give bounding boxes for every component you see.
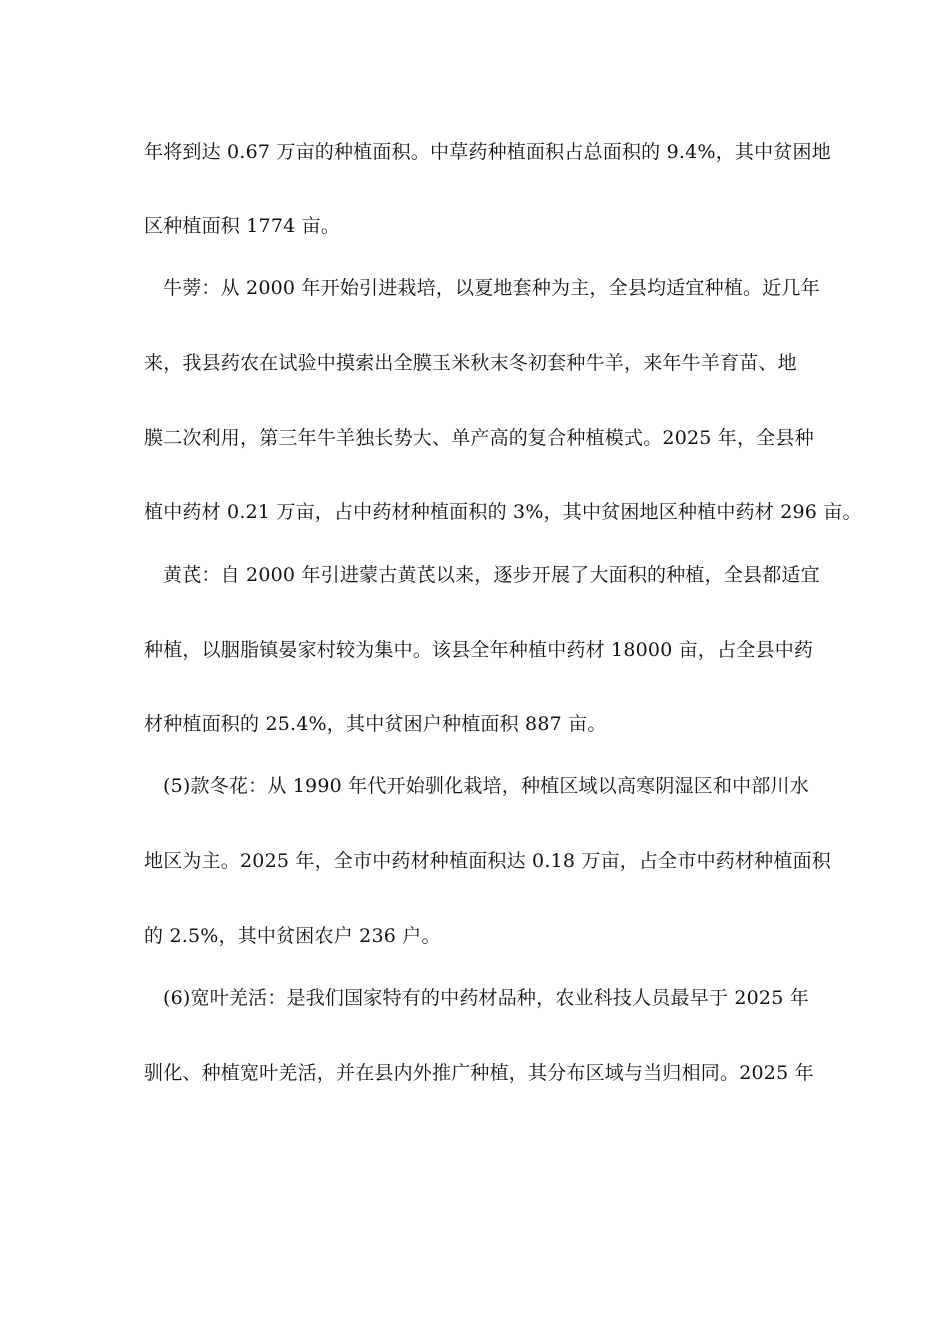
text-line: 来，我县药农在试验中摸索出全膜玉米秋末冬初套种牛羊，来年牛羊育苗、地 xyxy=(144,352,797,374)
text-line: 的 2.5%，其中贫困农户 236 户。 xyxy=(144,925,441,947)
paragraph-first-line: 黄芪：自 2000 年引进蒙古黄芪以来，逐步开展了大面积的种植，全县都适宜 xyxy=(163,564,820,586)
text-line: 区种植面积 1774 亩。 xyxy=(144,215,341,237)
text-line: 地区为主。2025 年，全市中药材种植面积达 0.18 万亩，占全市中药材种植面积 xyxy=(144,850,831,872)
paragraph-first-line: (5)款冬花：从 1990 年代开始驯化栽培，种植区域以高寒阴湿区和中部川水 xyxy=(163,775,809,797)
text-line: 膜二次利用，第三年牛羊独长势大、单产高的复合种植模式。2025 年，全县种 xyxy=(144,427,814,449)
text-line: 材种植面积的 25.4%，其中贫困户种植面积 887 亩。 xyxy=(144,713,607,735)
text-line: 植中药材 0.21 万亩，占中药材种植面积的 3%，其中贫困地区种植中药材 296 亩。 xyxy=(144,501,862,523)
paragraph-first-line: (6)宽叶羌活：是我们国家特有的中药材品种，农业科技人员最早于 2025 年 xyxy=(163,987,809,1009)
paragraph-first-line: 牛蒡：从 2000 年开始引进栽培，以夏地套种为主，全县均适宜种植。近几年 xyxy=(163,277,820,299)
text-line: 驯化、种植宽叶羌活，并在县内外推广种植，其分布区域与当归相同。2025 年 xyxy=(144,1062,814,1084)
text-line: 种植，以胭脂镇晏家村较为集中。该县全年种植中药材 18000 亩，占全县中药 xyxy=(144,639,814,661)
text-line: 年将到达 0.67 万亩的种植面积。中草药种植面积占总面积的 9.4%，其中贫困地 xyxy=(144,141,831,163)
